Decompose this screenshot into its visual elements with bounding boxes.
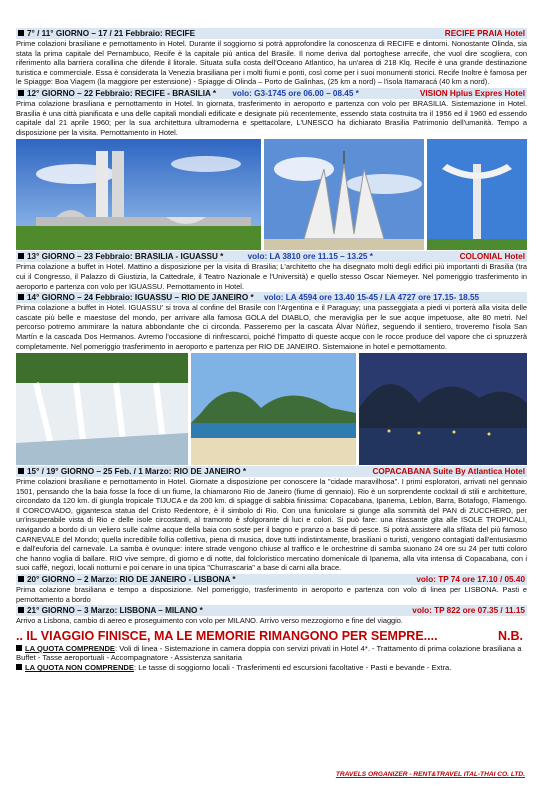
itinerary-page (16, 27, 527, 673)
bullet-square-icon (18, 90, 24, 96)
hotel-name: COLONIAL Hotel (459, 252, 525, 262)
copacabana-beach-photo (191, 353, 356, 465)
bullet-square-icon (18, 576, 24, 582)
day-header-brasilia-iguassu (16, 251, 527, 262)
cathedral-photo (264, 139, 424, 250)
day-description: Prima colazione a buffet in Hotel. Mattino a disposizione per la visita di Brasilia; L'architetto che ha disegnato molti degli edifici più importanti di Brasilia (tra cui il Congresso, il Palazzo di Giustizia, la Cattedrale, il Teatro Nazionale e l'Università) e quello stesso Oscar Niemeyer. Nel pomeriggio trasferimento in aeroporto e partenza con volo per IGUASSU. Pernottamento in Hotel. (16, 262, 527, 291)
day-header-lisbona-milano (16, 605, 527, 616)
day-title: 7° / 11° GIORNO – 17 / 21 Febbraio: RECIFE (27, 29, 196, 38)
rio-photo-strip (16, 353, 527, 465)
day-description: Prima colazione brasiliana e tempo a disposizione. Nel pomeriggio, trasferimento in aeroporto e partenza con volo di linea per LISBONA. Pasti e pernottamento a bordo (16, 585, 527, 604)
excludes-section (16, 663, 527, 673)
day-title: 20° GIORNO – 2 Marzo: RIO DE JANEIRO - LISBONA * (27, 575, 236, 585)
day-header-recife-brasilia (16, 88, 527, 99)
day-title: 13° GIORNO – 23 Febbraio: BRASILIA - IGUASSU * (27, 252, 224, 262)
bullet-square-icon (18, 468, 24, 474)
closing-text: .. IL VIAGGIO FINISCE, MA LE MEMORIE RIMANGONO PER SEMPRE.... (16, 628, 438, 643)
bullet-square-icon (16, 664, 22, 670)
includes-section (16, 644, 527, 663)
includes-label: LA QUOTA COMPRENDE (25, 643, 115, 653)
organizer-footer: TRAVELS ORGANIZER - RENT&TRAVEL ITAL-THAI CO. LTD. (335, 771, 525, 778)
iguassu-falls-photo (16, 353, 188, 465)
day-header-rio-lisbona (16, 574, 527, 585)
excludes-label: LA QUOTA NON COMPRENDE (25, 663, 134, 672)
day-description: Prima colazione brasiliana e pernottamento in Hotel. In giornata, trasferimento in aeroporto e partenza con volo per BRASILIA. Sistemazione in Hotel. Brasilia è una città pianificata e una delle capitali mondiali edificate e designate più recentemente, essendo stata costruita tra il 1956 ed il 1960 ed essendo capitale dal 21 aprile 1960; per la sua architettura ultramoderna e spettacolare, L'UNESCO ha dichiarato Brasilia Patrimonio dell'umanità. Tempo a disposizione per la visita. Pernottamento in Hotel. (16, 98, 527, 137)
flight-info: volo: LA 3810 ore 11.15 – 13.25 * (247, 252, 373, 262)
day-description: Prime colazioni brasiliane e pernottamento in Hotel. Giornate a disposizione per conoscere la "cidade maravilhosa". I primi esploratori, arrivati nel gennaio 1501, pensando che la baia fosse la foce di un fiume, la chiamarono Rio de Janeiro (fiume di gennaio). Rio è un sorprendente cocktail di stili e architetture, circondato da 120 km. di giungla tropicale TIJUCA e da 200 km. di spiagge di sabbia finissima: Copacabana, Ipanema, Leblon, Barra, Botafogo, Flamengo. Il CORCOVADO, gigantesca statua del Cristo Redentore, è il simbolo di Rio. Con una funicolare si giunge alla sommità del PAN di ZUCCHERO, per un'insuperabile vista di Rio e delle isole circostanti, al tramonto è sfolgorante di luci e colori. Si può fare: una rilassante gita alle ISOLE TROPICALI, navigando a bordo di un veliero sulle calme acque della baia con soste per il bagno e pranzo a base di pesce. Si potrà assistere alla sfilata del più famoso CARNEVALE del Mondo; quella incredibile follia collettiva, piena di musica, dove tutti indistintamente, brasiliani o turisti, vengono contagiati dall'entusiasmo e dall'euforia del carnevale. La samba è ovunque: intere strade vengono chiuse al traffico e le orchestrine di samba suonano 24 ore su 24 per tutti coloro che hanno voglia di ballare. RIO vive sempre, di giorno e di notte, dal folcloristico mercatino domenicale di Ipanema, alla vita intensa di Copacabana, con i suoi caffè, negozi, locali notturni e poi cenare in una tipica "Churrascaria" a base di carni alla brace. (16, 477, 527, 573)
excludes-text: : Le tasse di soggiorno locali - Trasferimenti ed escursioni facoltative - Pasti e bevande - Extra. (133, 663, 452, 672)
day-title: 21° GIORNO – 3 Marzo: LISBONA – MILANO * (27, 606, 203, 616)
bullet-square-icon (18, 253, 24, 259)
bullet-square-icon (18, 607, 24, 613)
day-description: Prima colazione a buffet in Hotel. IGUASSU' si trova al confine del Brasile con l'Argentina e il Paraguay; una passeggiata a piedi vi porterà alla visita delle cascate più belle e maestose del mondo, per arrivare alla famosa GOLA del DIABLO, che meravigliа per le sue acque impetuose, alte 80 metri. Nel percorso potremo ammirare la natura abbondante che ci circonda. Passeremo per la cascata Álvar Núñez, seguendo il sentiero, troveremo l'isola San Martín e la cascada Dos Hermanos. Avremo l'occasione di rinfrescarci, poiché l'impatto di queste acque con le rocce produce del vapore che ci spruzzerà completamente. Nel pomeriggio trasferimento in aeroporto e partenza per RIO DE JANEIRO. Sistemaione in hotel e pernottamento. (16, 303, 527, 351)
bullet-square-icon (16, 645, 22, 651)
day-title: 12° GIORNO – 22 Febbraio: RECIFE - BRASILIA * (27, 88, 217, 98)
day-header-iguassu-rio (16, 292, 527, 303)
flight-info: volo: LA 4594 ore 13.40 15-45 / LA 4727 ore 17.15- 18.55 (263, 293, 480, 303)
day-description: Prime colazioni brasiliane e pernottamento in Hotel. Durante il soggiorno si potrà approfondire la conoscenza di RECIFE e dintorni. Nonostante Olinda, sia stata la prima capitale del Pernambuco, Recife è la capitale più antica del Brasile. Il nome deriva dal portoghese arrecife, che vuol dire scogliera, con riferimento alla barriera corallina che difende il litorale. Situata sulla costa dell'Oceano Atlantico, ha un'area di 218 Klq. Recife è una grande destinazione turistica e commerciale. Essa è considerata la Venezia brasiliana per i molti fiumi e ponti, così come per i suoi monumenti storici. Recife Inoltre è famosa per le Spiagge: Boa Viagem (la maggiore per estensione) - Spiagge di Olinda – Porto de Galinhas, (25 km a nord) – l'isola Itamaracá (40 km a nord). (16, 39, 528, 87)
congress-photo (16, 139, 261, 250)
day-title: 15° / 19° GIORNO – 25 Feb. / 1 Marzo: RIO DE JANEIRO * (27, 467, 247, 477)
brasilia-photo-strip (16, 139, 527, 250)
bullet-square-icon (18, 30, 24, 36)
nb-label: N.B. (498, 628, 523, 643)
closing-slogan (16, 628, 527, 644)
flight-info: volo: TP 822 ore 07.35 / 11.15 (412, 606, 525, 616)
day-header-rio (16, 466, 527, 477)
day-header-recife (16, 28, 527, 39)
day-description: Arrivo a Lisbona, cambio di aereo e proseguimento con volo per MILANO. Arrivo verso mezzogiorno e fine del viaggio. (16, 616, 403, 626)
rio-night-photo (359, 353, 527, 465)
day-title: 14° GIORNO – 24 Febbraio: IGUASSU – RIO DE JANEIRO * (27, 293, 254, 303)
includes-text: : Voli di linea - Sistemazione in camera doppia con servizi privati in Hotel 4*. - Trattamento di prima colazione brasiliana a Buffet - Tasse aeroportuali - Accompagnatore - Assistenza sanitaria (16, 643, 522, 663)
flight-info: volo: TP 74 ore 17.10 / 05.40 (416, 575, 525, 585)
flight-info: volo: G3-1745 ore 06.00 – 08.45 * (232, 88, 359, 98)
bullet-square-icon (18, 294, 24, 300)
hotel-name: COPACABANA Suite By Atlantica Hotel (372, 467, 525, 477)
hotel-name: VISION Hplus Expres Hotel (419, 88, 525, 98)
hotel-name: RECIFE PRAIA Hotel (444, 29, 525, 38)
monument-photo (427, 139, 527, 250)
